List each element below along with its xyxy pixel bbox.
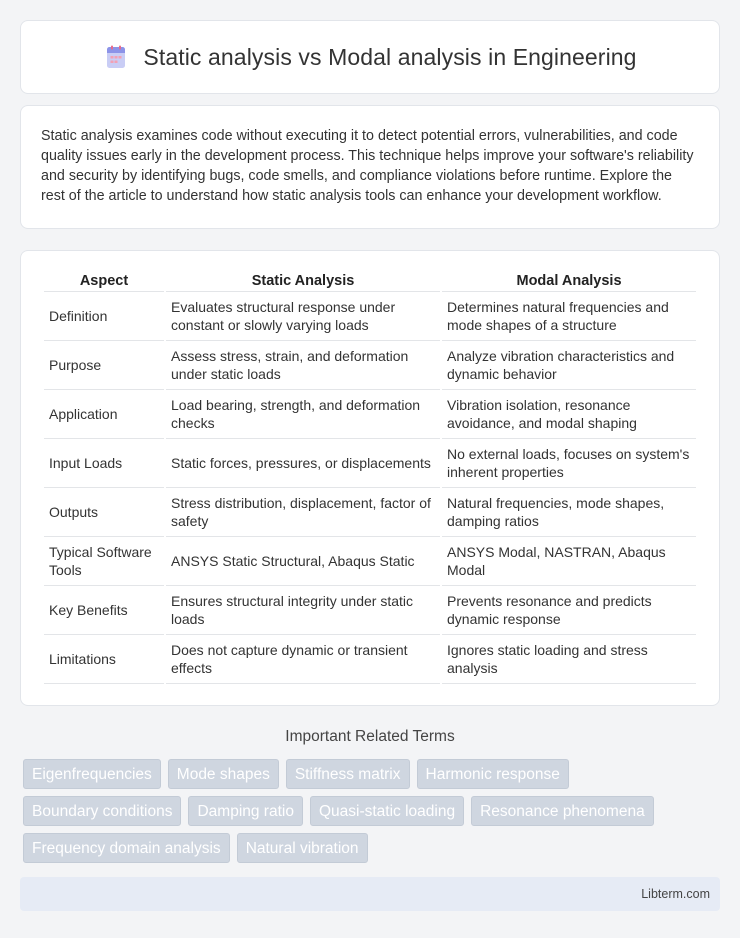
- static-cell: Static forces, pressures, or displacements: [166, 439, 440, 488]
- aspect-cell: Typical Software Tools: [44, 537, 164, 586]
- header-static-analysis: Static Analysis: [166, 269, 440, 292]
- related-terms-list: [20, 759, 720, 863]
- table-row: [44, 341, 696, 390]
- term-tag[interactable]: Damping ratio: [188, 796, 303, 826]
- term-tag[interactable]: Natural vibration: [237, 833, 368, 863]
- table-row: [44, 292, 696, 341]
- static-cell: ANSYS Static Structural, Abaqus Static: [166, 537, 440, 586]
- aspect-cell: Application: [44, 390, 164, 439]
- term-tag[interactable]: Mode shapes: [168, 759, 279, 789]
- modal-cell: No external loads, focuses on system's inherent properties: [442, 439, 696, 488]
- page-title: Static analysis vs Modal analysis in Engineering: [143, 43, 637, 70]
- modal-cell: Analyze vibration characteristics and dynamic behavior: [442, 341, 696, 390]
- footer: [20, 877, 720, 911]
- term-tag[interactable]: Harmonic response: [417, 759, 569, 789]
- static-cell: Stress distribution, displacement, factor of safety: [166, 488, 440, 537]
- static-cell: Does not capture dynamic or transient effects: [166, 635, 440, 684]
- term-tag[interactable]: Eigenfrequencies: [23, 759, 161, 789]
- table-row: [44, 439, 696, 488]
- modal-cell: Vibration isolation, resonance avoidance, and modal shaping: [442, 390, 696, 439]
- term-tag[interactable]: Frequency domain analysis: [23, 833, 230, 863]
- comparison-table: [42, 269, 698, 684]
- modal-cell: Prevents resonance and predicts dynamic response: [442, 586, 696, 635]
- aspect-cell: Purpose: [44, 341, 164, 390]
- static-cell: Evaluates structural response under constant or slowly varying loads: [166, 292, 440, 341]
- document-icon: [103, 44, 129, 70]
- table-row: [44, 635, 696, 684]
- aspect-cell: Outputs: [44, 488, 164, 537]
- static-cell: Assess stress, strain, and deformation under static loads: [166, 341, 440, 390]
- aspect-cell: Definition: [44, 292, 164, 341]
- modal-cell: Natural frequencies, mode shapes, damping ratios: [442, 488, 696, 537]
- intro-text: Static analysis examines code without executing it to detect potential errors, vulnerabilities, and code quality issues early in the development process. This technique helps improve your software's reliability and security by identifying bugs, code smells, and compliance violations before runtime. Explore the rest of the article to understand how static analysis tools can enhance your development workflow.: [41, 128, 694, 204]
- header-modal-analysis: Modal Analysis: [442, 269, 696, 292]
- term-tag[interactable]: Resonance phenomena: [471, 796, 654, 826]
- footer-brand-link[interactable]: Libterm.com: [641, 887, 710, 901]
- table-header-row: [44, 269, 696, 292]
- table-row: [44, 390, 696, 439]
- modal-cell: Ignores static loading and stress analysis: [442, 635, 696, 684]
- aspect-cell: Input Loads: [44, 439, 164, 488]
- comparison-table-card: [20, 250, 720, 706]
- modal-cell: ANSYS Modal, NASTRAN, Abaqus Modal: [442, 537, 696, 586]
- static-cell: Load bearing, strength, and deformation checks: [166, 390, 440, 439]
- title-card: [20, 20, 720, 94]
- aspect-cell: Limitations: [44, 635, 164, 684]
- term-tag[interactable]: Quasi-static loading: [310, 796, 464, 826]
- table-row: [44, 586, 696, 635]
- related-terms-title: Important Related Terms: [285, 728, 455, 745]
- static-cell: Ensures structural integrity under static loads: [166, 586, 440, 635]
- table-row: [44, 488, 696, 537]
- modal-cell: Determines natural frequencies and mode shapes of a structure: [442, 292, 696, 341]
- table-row: [44, 537, 696, 586]
- header-aspect: Aspect: [44, 269, 164, 292]
- intro-card: [20, 105, 720, 229]
- term-tag[interactable]: Boundary conditions: [23, 796, 181, 826]
- aspect-cell: Key Benefits: [44, 586, 164, 635]
- term-tag[interactable]: Stiffness matrix: [286, 759, 410, 789]
